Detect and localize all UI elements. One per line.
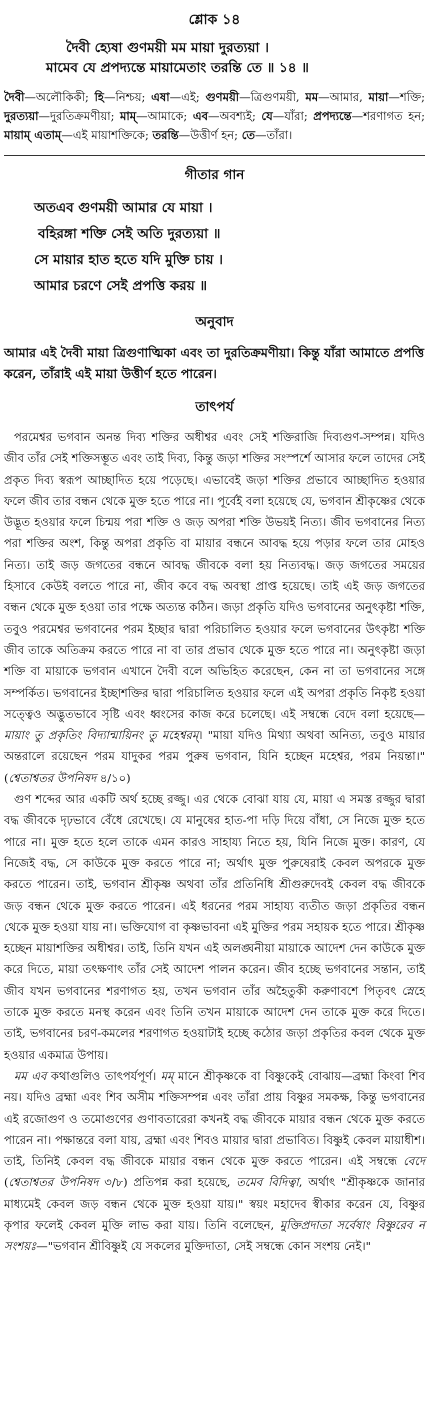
verse-line-2: মামেব যে প্রপদ্যন্তে মায়ামেতাং তরন্তি তে ॥ ১৪ ॥	[46, 60, 309, 76]
gloss-word: মাম্	[120, 109, 137, 123]
gloss-dash: —	[208, 109, 220, 123]
gloss-meaning: এই;	[181, 90, 206, 104]
gloss-word: তে	[241, 128, 256, 142]
gloss-word: এব	[192, 109, 209, 123]
verse-line-1: দৈবী হ্যেষা গুণময়ী মম মায়া দুরত্যয়া ।	[66, 40, 269, 56]
purport-paragraph-3: মম এব কথাগুলিও তাৎপর্যপূর্ণ। মম্ মানে শ্রীকৃষ্ণকে বা বিষ্ণুকেই বোঝায়—ব্রহ্মা কিংবা শিব নয়। যদিও ব্রহ্মা এবং শিব অসীম শক্তিসম্পন্ন এবং তাঁরা প্রায় বিষ্ণুর সমকক্ষ, কিন্তু ভগবানের এই রজোগুণ ও তমোগুণের গুণাবতারেরা কখনই বদ্ধ জীবকে মায়ার বন্ধন থেকে মুক্ত করতে পারেন না। পক্ষান্তরে বলা যায়, ব্রহ্মা এবং শিবও মায়ার দ্বারা প্রভাবিত। বিষ্ণুই কেবল মায়াধীশ। তাই, তিনিই কেবল বদ্ধ জীবকে মায়ার বন্ধন থেকে মুক্ত করতে পারেন। এই সম্বন্ধে বেদে (শ্বেতাশ্বতর উপনিষদ ৩/৮) প্রতিপন্ন করা হয়েছে, তমেব বিদিত্বা, অর্থাৎ "শ্রীকৃষ্ণকে জানার মাধ্যমেই কেবল জড় বন্ধন থেকে মুক্ত হওয়া যায়।" স্বয়ং মহাদেব স্বীকার করেন যে, বিষ্ণুর কৃপার ফলেই কেবল মুক্তি লাভ করা যায়। তিনি বলেছেন, মুক্তিপ্রদাতা সর্বেষাং বিষ্ণুরেব ন সংশয়ঃ—"ভগবান শ্রীবিষ্ণুই যে সকলের মুক্তিদাতা, সেই সম্বন্ধে কোন সংশয় নেই।"	[4, 1068, 426, 1254]
song-line-2: বহিরঙ্গা শক্তি সেই অতি দুরত্যয়া ॥	[38, 226, 221, 242]
gloss-dash: —	[239, 90, 251, 104]
gloss-word: গুণময়ী	[205, 90, 240, 104]
sloka-verse	[4, 38, 425, 78]
word-meanings	[4, 88, 425, 145]
gloss-meaning: ত্রিগুণময়ী,	[250, 90, 306, 104]
gloss-dash: —	[255, 128, 267, 142]
gloss-meaning: আমার,	[329, 90, 369, 104]
divider	[4, 155, 425, 156]
gloss-word: মায়াম্ এতাম্	[4, 128, 62, 142]
gloss-word: দৈবী	[4, 90, 25, 104]
gloss-word: প্রপদ্যন্তে	[313, 109, 352, 123]
gloss-dash: —	[136, 109, 148, 123]
gloss-meaning: শক্তি;	[399, 90, 425, 104]
purport-paragraph-2: গুণ শব্দের আর একটি অর্থ হচ্ছে রজ্জু। এর থেকে বোঝা যায় যে, মায়া এ সমস্ত রজ্জুর দ্বারা বদ্ধ জীবকে দৃঢ়ভাবে বেঁধে রেখেছে। যে মানুষের হাত-পা দড়ি দিয়ে বাঁধা, সে নিজে মুক্ত হতে পারে না। মুক্ত হতে হলে তাকে এমন কারও সাহায্য নিতে হয়, যিনি নিজে মুক্ত। কারণ, যে নিজেই বদ্ধ, সে কাউকে মুক্ত করতে পারে না; অর্থাৎ মুক্ত পুরুষেরাই কেবল অপরকে মুক্ত করতে পারেন। তাই, ভগবান শ্রীকৃষ্ণ অথবা তাঁর প্রতিনিধি শ্রীগুরুদেবই কেবল বদ্ধ জীবকে জড় বন্ধন থেকে মুক্ত করতে পারেন। এই ধরনের পরম সাহায্য ব্যতীত জড়া প্রকৃতির বন্ধন থেকে মুক্ত হওয়া যায় না। ভক্তিযোগ বা কৃষ্ণভাবনা এই মুক্তির পরম সহায়ক হতে পারে। শ্রীকৃষ্ণ হচ্ছেন মায়াশক্তির অধীশ্বর। তাই, তিনি যখন এই অলঙ্ঘনীয়া মায়াকে আদেশ দেন কাউকে মুক্ত করে দিতে, মায়া তৎক্ষণাৎ তাঁর সেই আদেশ পালন করেন। জীব হচ্ছে ভগবানের সন্তান, তাই জীব যখন ভগবানের শরণাগত হয়, তখন ভগবান তাঁর অহৈতুকী করুণাবশে পিতৃবৎ স্নেহে তাকে মুক্ত করতে মনস্থ করেন এবং তিনি তখন মায়াকে আদেশ দেন তাকে মুক্ত করে দিতে। তাই, ভগবানের চরণ-কমলের শরণাগত হওয়াটাই হচ্ছে কঠোর জড়া প্রকৃতির কবল থেকে মুক্ত হওয়ার একমাত্র উপায়।	[4, 792, 425, 1062]
gloss-dash: —	[178, 128, 191, 142]
song-verses	[4, 195, 425, 299]
purport-body	[4, 427, 425, 1258]
gloss-word: মম	[305, 90, 319, 104]
gloss-meaning: অলৌকিকী;	[35, 90, 95, 104]
gloss-dash: —	[38, 109, 50, 123]
gloss-word: যে	[261, 109, 273, 123]
gloss-dash: —	[351, 109, 364, 123]
purport-title: তাৎপর্য	[195, 399, 234, 415]
song-title: গীতার গান	[184, 167, 245, 183]
gloss-dash: —	[61, 128, 73, 142]
song-line-3: সে মায়ার হাত হতে যদি মুক্তি চায় ।	[34, 252, 223, 268]
gloss-word: মায়া	[368, 90, 389, 104]
gloss-word: হি	[94, 90, 104, 104]
gloss-meaning: দুরতিক্রমণীয়া;	[49, 109, 121, 123]
gloss-meaning: তাঁরা।	[266, 128, 293, 142]
gloss-dash: —	[318, 90, 330, 104]
vedic-quote: মায়াং তু প্রকৃতিং বিদ্যান্মায়িনং তু মহেশ্বরম্	[4, 728, 199, 743]
purport-paragraph-1: পরমেশ্বর ভগবান অনন্ত দিব্য শক্তির অধীশ্বর এবং সেই শক্তিরাজি দিব্যগুণ-সম্পন্ন। যদিও জীব তাঁর সেই শক্তিসম্ভূত এবং তাই দিব্য, কিন্তু জড়া শক্তির সংস্পর্শে আসার ফলে তাদের সেই প্রকৃত দিব্য স্বরূপ আচ্ছাদিত হয়ে পড়েছে। এভাবেই জড়া শক্তির প্রভাবে আচ্ছাদিত হওয়ার ফলে জীব তার বন্ধন থেকে মুক্ত হতে পারে না। পূর্বেই বলা হয়েছে যে, ভগবান শ্রীকৃষ্ণের থেকে উদ্ভূত হওয়ার ফলে চিন্ময় পরা শক্তি ও জড় অপরা শক্তি উভয়ই নিত্য। জীব ভগবানের নিত্য পরা শক্তির অংশ, কিন্তু অপরা প্রকৃতি বা মায়ার বন্ধনে আবদ্ধ হয়ে পড়ার ফলে তার মোহও নিত্য। তাই জড় জগতের বন্ধনে আবদ্ধ জীবকে বলা হয় নিত্যবদ্ধ। জড় জগতের সময়ের হিসাবে কেউই বলতে পারে না, জীব কবে বদ্ধ অবস্থা প্রাপ্ত হয়েছে। তাই এই জড় জগতের বন্ধন থেকে মুক্ত হওয়া তার পক্ষে অত্যন্ত কঠিন। জড়া প্রকৃতি যদিও ভগবানের অনুৎকৃষ্টা শক্তি, তবুও পরমেশ্বর ভগবানের পরম ইচ্ছার দ্বারা পরিচালিত হওয়ার ফলে ভগবানের উৎকৃষ্টা শক্তি জীব তাকে অতিক্রম করতে পারে না বা তার প্রভাব থেকে মুক্ত হতে পারে না। অনুৎকৃষ্টা জড়া শক্তি বা মায়াকে ভগবান এখানে দৈবী বলে অভিহিত করেছেন, কেন না তা ভগবানের সঙ্গে সম্পর্কিত। ভগবানের ইচ্ছাশক্তির দ্বারা পরিচালিত হওয়ার ফলে এই অপরা প্রকৃতি নিকৃষ্ট হওয়া সত্ত্বেও অদ্ভুতভাবে সৃষ্টি এবং ধ্বংসের কাজ করে চলেছে। এই সম্বন্ধে বেদে বলা হয়েছে—মায়াং তু প্রকৃতিং বিদ্যান্মায়িনং তু মহেশ্বরম্। "মায়া যদিও মিথ্যা অথবা অনিত্য, তবুও মায়ার অন্তরালে রয়েছেন পরম যাদুকর পরম পুরুষ ভগবান, যিনি হচ্ছেন মহেশ্বর, পরম নিয়ন্তা।" (শ্বেতাশ্বতর উপনিষদ ৪/১০)	[4, 430, 425, 785]
translation-title: অনুবাদ	[195, 314, 234, 330]
gloss-word: এষা	[151, 90, 170, 104]
gloss-meaning: আমাকে;	[147, 109, 193, 123]
gloss-dash: —	[24, 90, 36, 104]
gloss-meaning: যাঁরা;	[284, 109, 314, 123]
gloss-meaning: নিশ্চয়;	[115, 90, 152, 104]
gloss-dash: —	[272, 109, 285, 123]
sloka-title: শ্লোক ১৪	[188, 12, 241, 28]
gloss-meaning: উত্তীর্ণ হন;	[190, 128, 242, 142]
gloss-dash: —	[169, 90, 182, 104]
gloss-meaning: এই মায়াশক্তিকে;	[72, 128, 153, 142]
song-line-1: অতএব গুণময়ী আমার যে মায়া ।	[34, 200, 213, 216]
source-reference: শ্বেতাশ্বতর উপনিষদ	[8, 770, 97, 785]
gloss-dash: —	[103, 90, 116, 104]
translation-text: আমার এই দৈবী মায়া ত্রিগুণাত্মিকা এবং তা দুরতিক্রমণীয়া। কিন্তু যাঁরা আমাতে প্রপত্তি করেন, তাঁরাই এই মায়া উত্তীর্ণ হতে পারেন।	[4, 345, 425, 381]
gloss-dash: —	[388, 90, 400, 104]
song-line-4: আমার চরণে সেই প্রপত্তি করয় ॥	[34, 278, 208, 294]
gloss-meaning: অবশ্যই;	[219, 109, 262, 123]
gloss-word: দুরত্যয়া	[4, 109, 39, 123]
gloss-meaning: শরণাগত হন;	[363, 109, 426, 123]
gloss-word: তরন্তি	[152, 128, 179, 142]
